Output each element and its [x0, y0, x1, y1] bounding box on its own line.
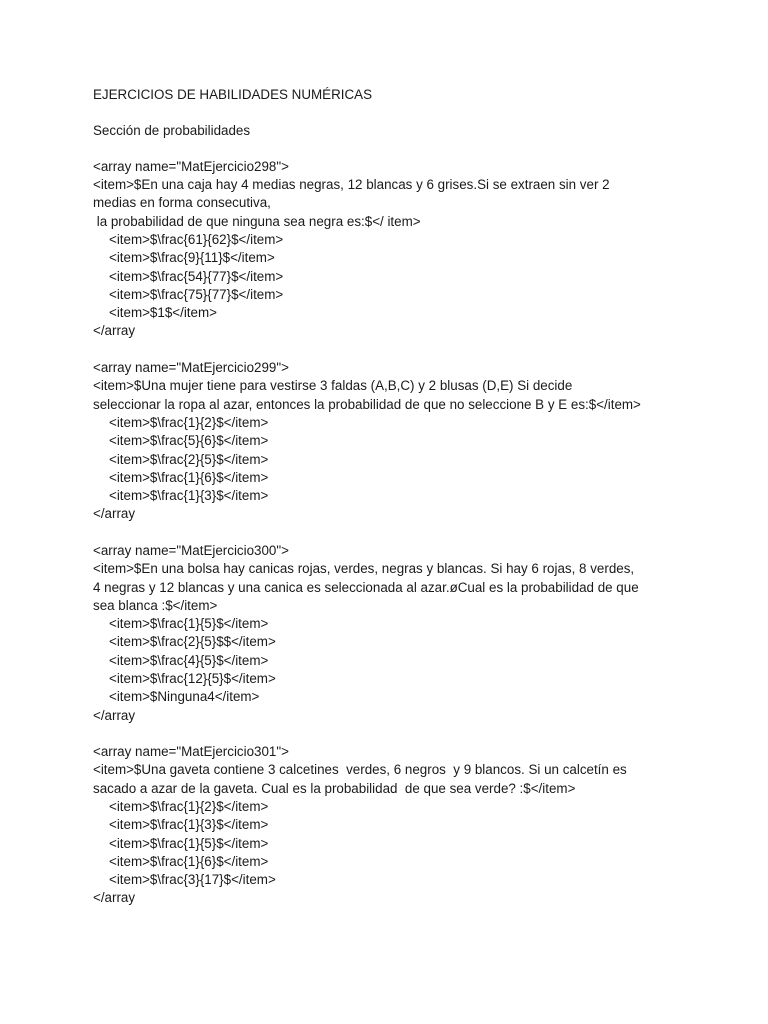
question-line: la probabilidad de que ninguna sea negra es:$</ item> — [93, 214, 421, 229]
answer-item: <item>$\frac{75}{77}$</item> — [109, 287, 284, 302]
question-line: medias en forma consecutiva, — [93, 195, 271, 210]
array-open-tag: <array name="MatEjercicio298"> — [93, 159, 289, 174]
answer-item: <item>$\frac{1}{6}$</item> — [109, 854, 269, 869]
question-line: sacado a azar de la gaveta. Cual es la probabilidad de que sea verde? :$</item> — [93, 781, 576, 796]
answer-item: <item>$\frac{54}{77}$</item> — [109, 269, 284, 284]
answer-item: <item>$\frac{1}{5}$</item> — [109, 616, 269, 631]
array-open-tag: <array name="MatEjercicio299"> — [93, 360, 289, 375]
answer-item: <item>$\frac{2}{5}$</item> — [109, 452, 269, 467]
answer-item: <item>$\frac{3}{17}$</item> — [109, 872, 276, 887]
question-line: <item>$En una caja hay 4 medias negras, 12 blancas y 6 grises.Si se extraen sin ver 2 — [93, 177, 610, 192]
question-line: <item>$En una bolsa hay canicas rojas, verdes, negras y blancas. Si hay 6 rojas, 8 verdes, — [93, 561, 635, 576]
section-heading: Sección de probabilidades — [93, 123, 251, 138]
answer-item: <item>$Ninguna4</item> — [109, 689, 260, 704]
answer-item: <item>$\frac{1}{3}$</item> — [109, 817, 269, 832]
question-line: sea blanca :$</item> — [93, 598, 218, 613]
answer-item: <item>$\frac{12}{5}$</item> — [109, 671, 276, 686]
question-line: <item>$Una mujer tiene para vestirse 3 faldas (A,B,C) y 2 blusas (D,E) Si decide — [93, 378, 573, 393]
answer-item: <item>$\frac{4}{5}$</item> — [109, 653, 269, 668]
question-line: 4 negras y 12 blancas y una canica es seleccionada al azar.øCual es la probabilidad de que — [93, 580, 639, 595]
array-open-tag: <array name="MatEjercicio300"> — [93, 543, 289, 558]
answer-item: <item>$\frac{2}{5}$$</item> — [109, 634, 276, 649]
array-close-tag: </array — [93, 708, 136, 723]
question-line: seleccionar la ropa al azar, entonces la probabilidad de que no seleccione B y E es:$</item> — [93, 397, 641, 412]
answer-item: <item>$\frac{1}{6}$</item> — [109, 470, 269, 485]
answer-item: <item>$\frac{1}{2}$</item> — [109, 415, 269, 430]
array-open-tag: <array name="MatEjercicio301"> — [93, 744, 289, 759]
array-close-tag: </array — [93, 890, 136, 905]
document-title: EJERCICIOS DE HABILIDADES NUMÉRICAS — [93, 87, 373, 102]
answer-item: <item>$\frac{9}{11}$</item> — [109, 250, 275, 265]
answer-item: <item>$1$</item> — [109, 305, 217, 320]
answer-item: <item>$\frac{5}{6}$</item> — [109, 433, 269, 448]
answer-item: <item>$\frac{61}{62}$</item> — [109, 232, 284, 247]
answer-item: <item>$\frac{1}{3}$</item> — [109, 488, 269, 503]
array-close-tag: </array — [93, 506, 136, 521]
question-line: <item>$Una gaveta contiene 3 calcetines verdes, 6 negros y 9 blancos. Si un calcetín es — [93, 762, 627, 777]
answer-item: <item>$\frac{1}{2}$</item> — [109, 799, 269, 814]
array-close-tag: </array — [93, 323, 136, 338]
answer-item: <item>$\frac{1}{5}$</item> — [109, 836, 269, 851]
